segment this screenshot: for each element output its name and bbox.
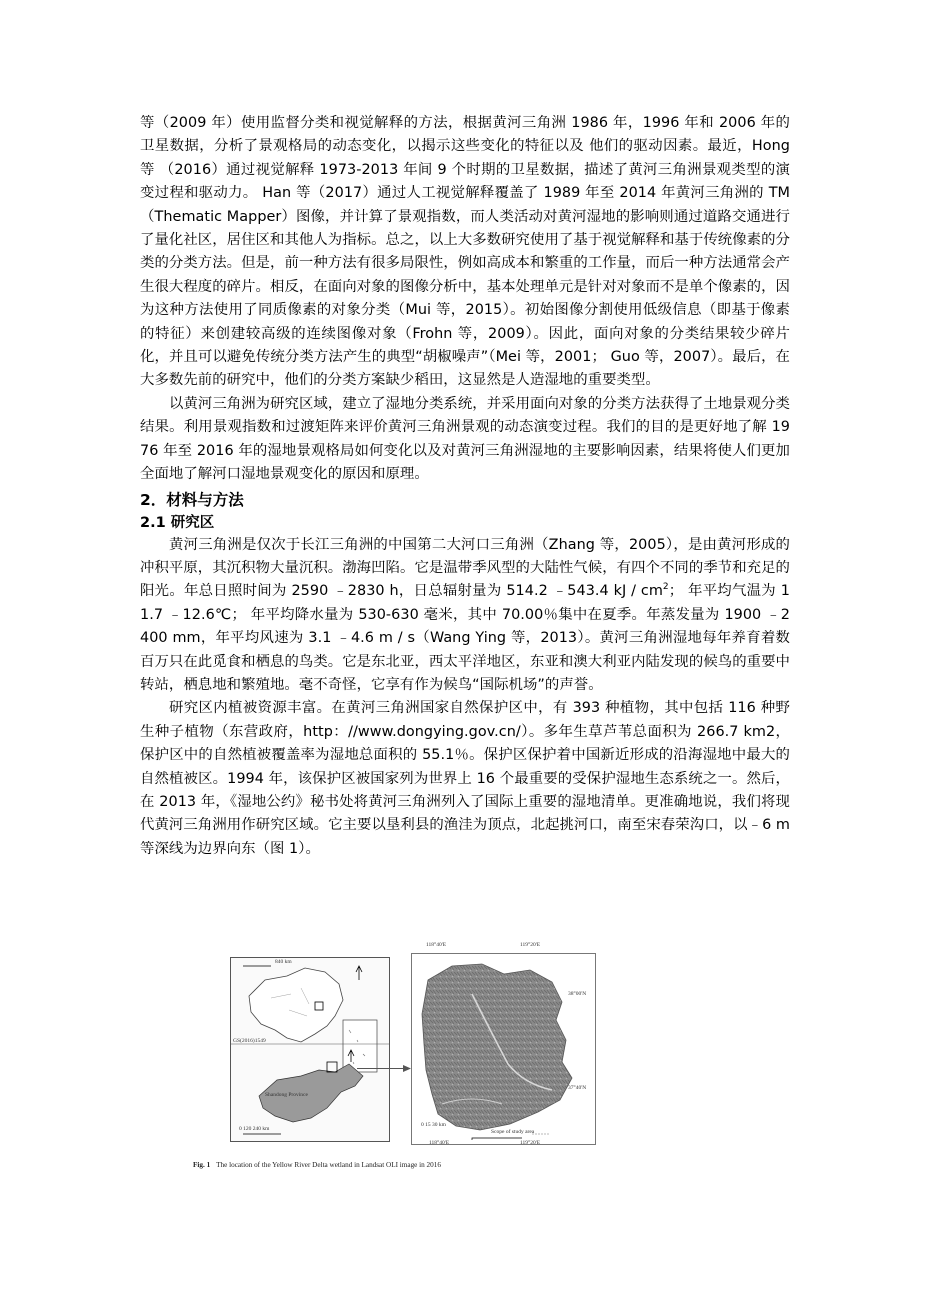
document-body [140, 112, 790, 861]
section-heading-materials-methods: 2．材料与方法 [140, 490, 244, 509]
paragraph-study-area-climate [140, 534, 790, 698]
scale-bar [472, 1138, 522, 1140]
gs-code-label: GS(2016)1549 [233, 1038, 266, 1044]
study-area-box [327, 1062, 337, 1072]
subsection-heading-study-area: 2.1 研究区 [140, 514, 215, 531]
scale-label: 0 15 30 km [421, 1122, 446, 1128]
landsat-image-map [411, 953, 596, 1145]
province-label: Shandong Province [265, 1092, 308, 1098]
location-inset-map [230, 957, 390, 1142]
legend-label: Scope of study area [491, 1129, 535, 1135]
lon-label-bottom-left: 118°40'E [429, 1140, 450, 1146]
figure-caption [193, 1161, 441, 1169]
lon-label-top-right: 119°20'E [520, 942, 541, 948]
caption-label: Fig. 1 [193, 1161, 211, 1169]
delta-satellite-graphic [412, 954, 595, 1144]
delta-landcover [422, 964, 572, 1130]
location-map-graphic [231, 958, 389, 1141]
paragraph-objectives: 以黄河三角洲为研究区域，建立了湿地分类系统，并采用面向对象的分类方法获得了土地景观分类结果。利用景观指数和过渡矩阵来评价黄河三角洲景观的动态演变过程。我们的目的是更好地了解 1976 年至 2016 年的湿地景观格局如何变化以及对黄河三角洲湿地的主要影响因素，结果将使人们更加全面地了解河口湿地景观变化的原因和原理。 [140, 395, 790, 483]
north-arrow-icon [356, 966, 362, 980]
lat-label-upper: 38°00'N [568, 991, 587, 997]
superscript-2: 2 [662, 582, 669, 593]
paragraph-study-area-vegetation: 研究区内植被资源丰富。在黄河三角洲国家自然保护区中，有 393 种植物，其中包括 116 种野生种子植物（东营政府，http：//www.dongying.gov.cn/）。多年生草芦苇总面积为 266.7 km2，保护区中的自然植被覆盖率为湿地总面积的 55.1％。保护区保护着中国新近形成的沿海湿地中最大的自然植被区。1994 年，该保护区被国家列为世界上 16 个最重要的受保护湿地生态系统之一。然后，在 2013 年，《湿地公约》秘书处将黄河三角洲列入了国际上重要的湿地清单。更准确地说，我们将现代黄河三角洲用作研究区域。它主要以垦利县的渔洼为顶点，北起挑河口，南至宋春荣沟口，以﹣6 m 等深线为边界向东（图 1）。 [140, 700, 790, 857]
caption-text: The location of the Yellow River Delta wetland in Landsat OLI image in 2016 [216, 1161, 441, 1169]
scale-label-top: 840 km [275, 959, 292, 965]
connector-line [357, 1068, 409, 1069]
lat-label-lower: 37°40'N [568, 1085, 587, 1091]
scale-label-bottom: 0 120 240 km [239, 1126, 270, 1132]
figure-1 [225, 941, 595, 1145]
climate-text-part2: ； 年平均气温为 11.7 ﹣12.6℃； 年平均降水量为 530-630 毫米，其中 70.00％集中在夏季。年蒸发量为 1900 ﹣2400 mm，年平均风速为 3.1 ﹣4.6 m / s（Wang Ying 等，2013）。黄河三角洲湿地每年养育着数百万只在此觅食和栖息的鸟类。它是东北亚，西太平洋地区，东亚和澳大利亚内陆发现的候鸟的重要中转站，栖息地和繁殖地。毫不奇怪，它享有作为候鸟“国际机场”的声誉。 [140, 583, 791, 693]
climate-text-part1: 黄河三角洲是仅次于长江三角洲的中国第二大河口三角洲（Zhang 等，2005），是由黄河形成的冲积平原，其沉积物大量沉积。渤海凹陷。它是温带季风型的大陆性气候，有四个不同的季节和充足的阳光。年总日照时间为 2590 ﹣2830 h，日总辐射量为 514.2 ﹣543.4 kJ / cm [140, 536, 790, 600]
lon-label-top-left: 118°40'E [426, 942, 447, 948]
china-outline [249, 968, 343, 1042]
lon-label-bottom-right: 119°20'E [520, 1140, 541, 1146]
paragraph-literature-review: 等（2009 年）使用监督分类和视觉解释的方法，根据黄河三角洲 1986 年，1996 年和 2006 年的卫星数据，分析了景观格局的动态变化，以揭示这些变化的特征以及 他们的驱动因素。最近，Hong 等 （2016）通过视觉解释 1973-2013 年间 9 个时期的卫星数据，描述了黄河三角洲景观类型的演变过程和驱动力。 Han 等（2017）通过人工视觉解释覆盖了 1989 年至 2014 年黄河三角洲的 TM（Thematic Mapper）图像，并计算了景观指数，而人类活动对黄河湿地的影响则通过道路交通进行了量化社区，居住区和其他人为指标。总之，以上大多数研究使用了基于视觉解释和基于传统像素的分类的分类方法。但是，前一种方法有很多局限性，例如高成本和繁重的工作量，而后一种方法通常会产生很大程度的碎片。相反，在面向对象的图像分析中，基本处理单元是针对对象而不是单个像素的，因为这种方法使用了同质像素的对象分类（Mui 等，2015）。初始图像分割使用低级信息（即基于像素的特征）来创建较高级的连续图像对象（Frohn 等，2009）。因此，面向对象的分类结果较少碎片化，并且可以避免传统分类方法产生的典型“胡椒噪声”（Mei 等，2001； Guo 等，2007）。最后，在大多数先前的研究中，他们的分类方案缺少稻田，这显然是人造湿地的重要类型。 [140, 115, 790, 389]
